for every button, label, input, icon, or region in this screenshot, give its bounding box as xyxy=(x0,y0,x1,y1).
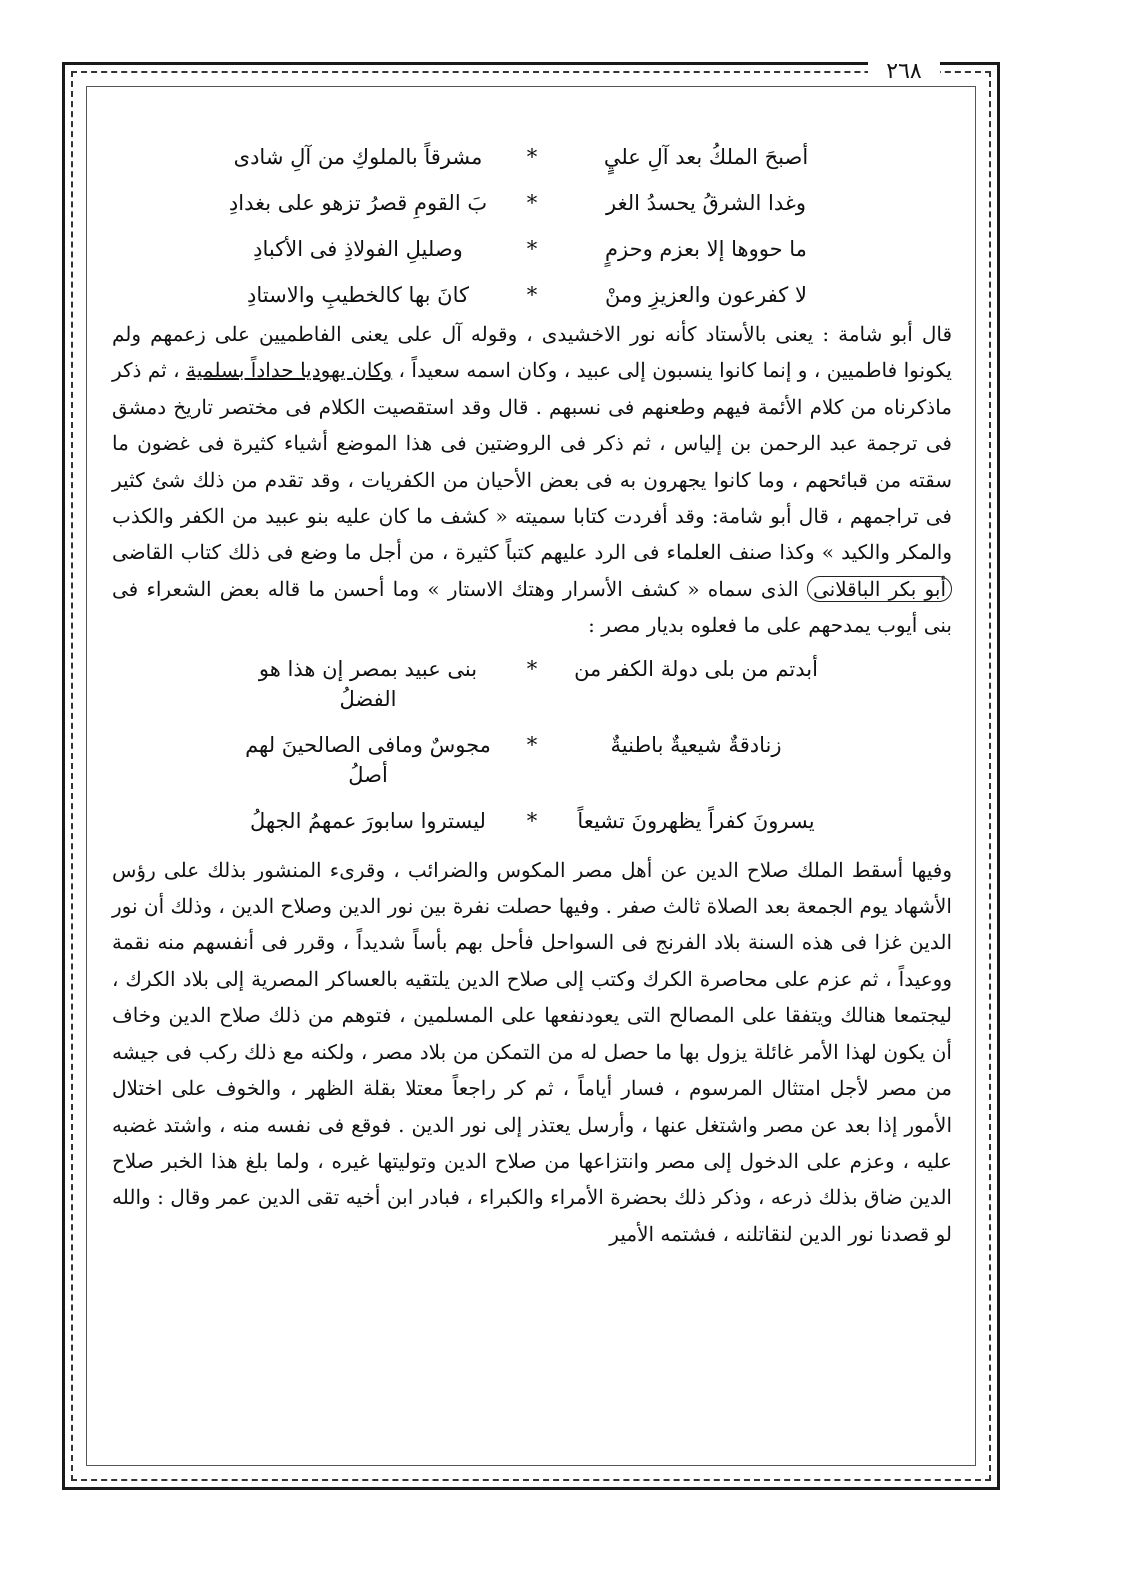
verse-line xyxy=(112,730,952,790)
verse-line xyxy=(112,654,952,714)
hemistich-second: بَ القومِ قصرُ تزهو على بغدادِ xyxy=(228,191,488,215)
page-content xyxy=(112,142,952,1252)
verse-line xyxy=(112,280,952,310)
verse-separator: * xyxy=(526,191,538,215)
verse-line xyxy=(112,806,952,836)
page-number: ٢٦٨ xyxy=(868,58,940,86)
verse-separator: * xyxy=(526,732,538,757)
verse-separator: * xyxy=(526,237,538,261)
verse-separator: * xyxy=(526,808,538,833)
hemistich-second: ليستروا سابورَ عمهمُ الجهلُ xyxy=(250,808,486,833)
paragraph-text: وفيها أسقط الملك صلاح الدين عن أهل مصر المكوس والضرائب ، وقرىء المنشور بذلك على رؤس الأشهاد يوم الجمعة بعد الصلاة ثالث صفر . وفيها حصلت نفرة بين نور الدين وصلاح الدين ، وذلك أن نور الدين غزا فى هذه السنة بلاد الفرنج فى السواحل فأحل بهم بأساً شديداً ، وقرر فى أنفسهم منه نقمة ووعيداً ، ثم عزم على محاصرة الكرك وكتب إلى صلاح الدين يلتقيه بالعساكر المصرية إلى بلاد الكرك ، ليجتمعا هنالك ويتفقا على المصالح التى يعودنفعها على المسلمين ، فتوهم من ذلك صلاح الدين وخاف أن يكون لهذا الأمر غائلة يزول بها ما حصل له من التمكن من بلاد مصر ، ولكنه مع ذلك ركب فى جيشه من مصر لأجل امتثال المرسوم ، فسار أياماً ، ثم كر راجعاً معتلا بقلة الظهر ، والخوف على اختلال الأمور إذا بعد عن مصر واشتغل عنها ، وأرسل يعتذر إلى نور الدين . فوقع فى نفسه منه ، واشتد غضبه عليه ، وعزم على الدخول إلى مصر وانتزاعها من صلاح الدين وتوليتها غيره ، ولما بلغ هذا الخبر صلاح الدين ضاق بذلك ذرعه ، وذكر ذلك بحضرة الأمراء والكبراء ، فبادر ابن أخيه تقى الدين عمر وقال : والله لو قصدنا نور الدين لنقاتلنه ، فشتمه الأمير xyxy=(112,857,952,1246)
hemistich-first: زنادقةٌ شيعيةٌ باطنيةٌ xyxy=(610,732,782,757)
poem-1 xyxy=(112,142,952,310)
hemistich-first: ما حووها إلا بعزم وحزمٍ xyxy=(605,237,807,261)
hemistich-second: مشرقاً بالملوكِ من آلِ شادى xyxy=(233,145,483,169)
hemistich-first: أبدتم من بلى دولة الكفر من xyxy=(574,656,818,681)
verse-line xyxy=(112,188,952,218)
hemistich-second: مجوسٌ ومافى الصالحينَ لهم أصلُ xyxy=(245,732,491,787)
underlined-phrase: وكان يهوديا حداداً بسلمية xyxy=(186,358,393,383)
verse-line xyxy=(112,234,952,264)
text-run: الذى سماه « كشف الأسرار وهتك الاستار » وما أحسن ما قاله بعض الشعراء فى بنى أيوب يمدحهم على ما فعلوه بديار مصر : xyxy=(112,576,952,638)
verse-separator: * xyxy=(526,283,538,307)
verse-line xyxy=(112,142,952,172)
hemistich-first: لا كفرعون والعزيزِ ومنْ xyxy=(605,283,807,307)
hemistich-first: وغدا الشرقُ يحسدُ الغر xyxy=(606,191,806,215)
paragraph-1 xyxy=(112,316,952,644)
hemistich-second: بنى عبيد بمصر إن هذا هو الفضلُ xyxy=(258,656,478,711)
text-run: ، ثم ذكر ماذكرناه من كلام الأئمة فيهم وطعنهم فى نسبهم . قال وقد استقصيت الكلام فى مختصر تاريخ دمشق فى ترجمة عبد الرحمن بن إلياس ، ثم ذكر فى الروضتين فى هذا الموضع أشياء كثيرة فى غضون ما سقته من قبائحهم ، وما كانوا يجهرون به فى بعض الأحيان من الكفريات ، وقد تقدم من ذلك شئ كثير فى تراجمهم ، قال أبو شامة: وقد أفردت كتابا سميته « كشف ما كان عليه بنو عبيد من الكفر والكذب والمكر والكيد » وكذا صنف العلماء فى الرد عليهم كتباً كثيرة ، من أجل ما وضع فى ذلك كتاب القاضى xyxy=(112,358,952,565)
hemistich-second: وصليلِ الفولاذِ فى الأكبادِ xyxy=(253,237,463,261)
hemistich-first: أصبحَ الملكُ بعد آلِ عليٍ xyxy=(603,145,809,169)
hemistich-second: كانَ بها كالخطيبِ والاستادِ xyxy=(247,283,469,307)
paragraph-text xyxy=(112,316,952,644)
poem-2 xyxy=(112,654,952,836)
paragraph-2 xyxy=(112,852,952,1252)
circled-name: أبو بكر الباقلانى xyxy=(807,576,952,602)
verse-separator: * xyxy=(526,656,538,681)
verse-separator: * xyxy=(526,145,538,169)
hemistich-first: يسرونَ كفراً يظهرونَ تشيعاً xyxy=(577,808,815,833)
text-run: قال أبو شامة : يعنى بالأستاد كأنه نور الاخشيدى ، وقوله آل على يعنى الفاطميين على زعمهم ولم يكونوا فاطميين ، و إنما كانوا ينسبون إلى عبيد ، وكان اسمه سعيداً ، xyxy=(112,322,952,383)
